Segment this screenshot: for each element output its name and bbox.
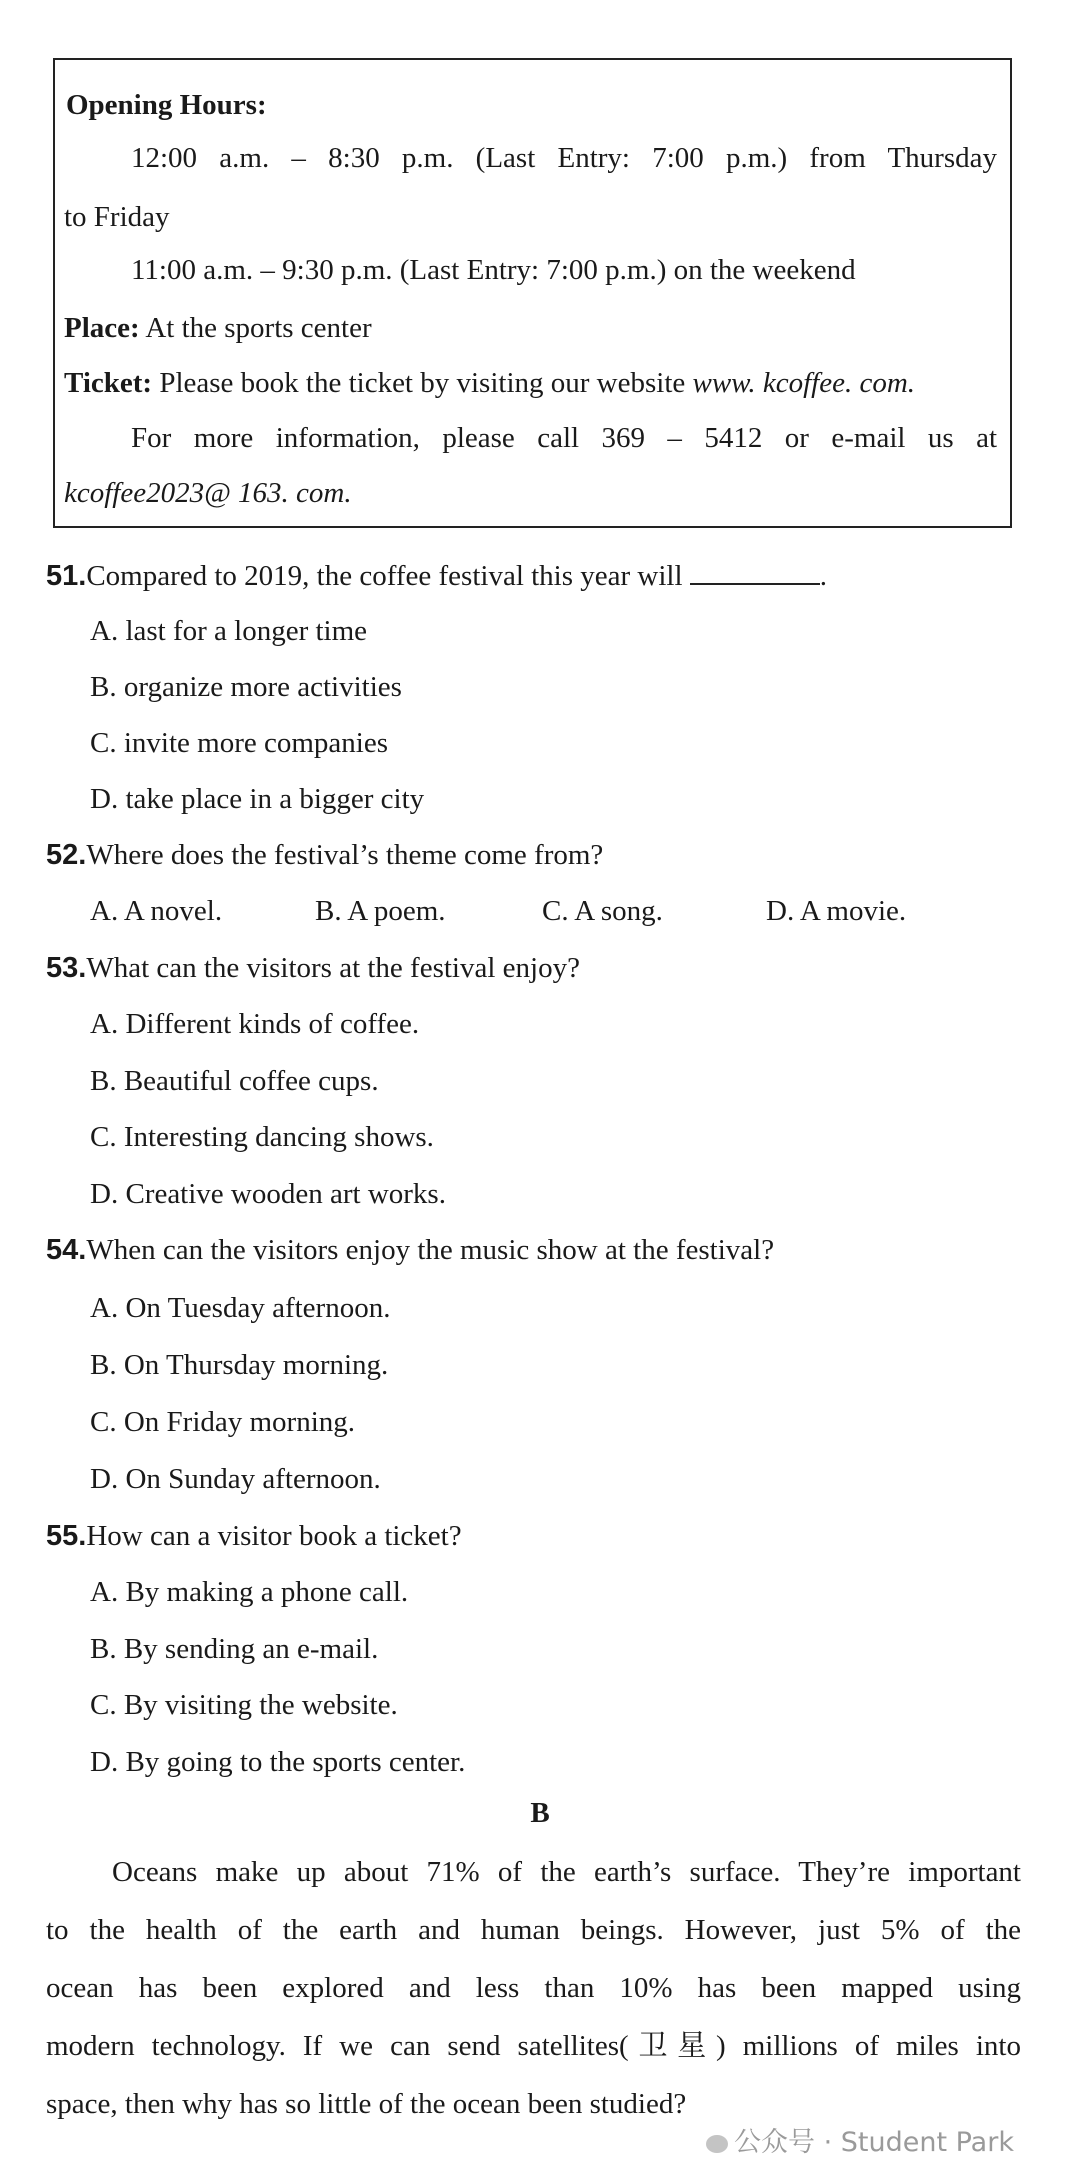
passage-line: space, then why has so little of the ocean been studied? xyxy=(46,2088,687,2120)
option-55-d: D. By going to the sports center. xyxy=(90,1746,466,1778)
option-51-c: C. invite more companies xyxy=(90,727,388,759)
question-number: 52. xyxy=(46,839,87,871)
passage-line: modern technology. If we can send satellites(卫星) millions of miles into xyxy=(46,2030,1021,2062)
option-51-a: A. last for a longer time xyxy=(90,615,368,647)
watermark-text: 公众号 · Student Park xyxy=(734,2127,1014,2158)
passage-line: Oceans make up about 71% of the earth’s surface. They’re important xyxy=(112,1856,1021,1888)
ticket-label: Ticket: xyxy=(64,367,153,399)
question-number: 51. xyxy=(46,560,87,592)
opening-hours-line1-cont: to Friday xyxy=(64,201,170,233)
watermark xyxy=(706,2120,1014,2159)
question-55 xyxy=(46,1519,462,1553)
opening-hours-line1: 12:00 a.m. – 8:30 p.m. (Last Entry: 7:00 p.m.) from Thursday xyxy=(131,142,997,174)
question-stem: How can a visitor book a ticket? xyxy=(86,1520,462,1552)
option-54-a: A. On Tuesday afternoon. xyxy=(90,1292,391,1324)
option-52-d: D. A movie. xyxy=(766,895,907,927)
option-55-c: C. By visiting the website. xyxy=(90,1689,398,1721)
info-box xyxy=(53,58,1012,528)
website-link[interactable]: www. kcoffee. com. xyxy=(692,367,916,399)
option-51-d: D. take place in a bigger city xyxy=(90,783,425,815)
place-row xyxy=(64,311,372,345)
option-53-d: D. Creative wooden art works. xyxy=(90,1178,446,1210)
answer-blank xyxy=(690,559,820,585)
question-53 xyxy=(46,951,580,985)
email-address[interactable]: kcoffee2023@ 163. com. xyxy=(64,477,352,509)
more-info-text: For more information, please call 369 – 5412 or e-mail us at xyxy=(131,422,997,454)
question-stem: Where does the festival’s theme come from? xyxy=(86,839,604,871)
ticket-text: Please book the ticket by visiting our website xyxy=(159,367,686,399)
wechat-icon xyxy=(706,2135,728,2153)
ticket-row xyxy=(64,366,915,400)
passage-line: to the health of the earth and human beings. However, just 5% of the xyxy=(46,1914,1021,1946)
option-52-a: A. A novel. xyxy=(90,895,223,927)
option-55-a: A. By making a phone call. xyxy=(90,1576,409,1608)
option-54-b: B. On Thursday morning. xyxy=(90,1349,389,1381)
option-51-b: B. organize more activities xyxy=(90,671,402,703)
option-54-c: C. On Friday morning. xyxy=(90,1406,356,1438)
section-b-heading: B xyxy=(530,1797,550,1829)
passage-line: ocean has been explored and less than 10% has been mapped using xyxy=(46,1972,1021,2004)
question-stem: When can the visitors enjoy the music show at the festival? xyxy=(86,1234,775,1266)
question-stem: What can the visitors at the festival enjoy? xyxy=(86,952,580,984)
question-54 xyxy=(46,1233,774,1267)
option-52-c: C. A song. xyxy=(542,895,663,927)
option-53-a: A. Different kinds of coffee. xyxy=(90,1008,420,1040)
question-52 xyxy=(46,838,603,872)
question-stem: Compared to 2019, the coffee festival this year will xyxy=(86,560,683,592)
option-53-b: B. Beautiful coffee cups. xyxy=(90,1065,379,1097)
question-number: 54. xyxy=(46,1234,87,1266)
question-number: 55. xyxy=(46,1520,87,1552)
place-label: Place: xyxy=(64,312,140,344)
opening-hours-label: Opening Hours: xyxy=(66,89,267,121)
question-number: 53. xyxy=(46,952,87,984)
option-53-c: C. Interesting dancing shows. xyxy=(90,1121,434,1153)
question-51 xyxy=(46,559,827,593)
option-55-b: B. By sending an e-mail. xyxy=(90,1633,379,1665)
place-value: At the sports center xyxy=(145,312,372,344)
opening-hours-line2: 11:00 a.m. – 9:30 p.m. (Last Entry: 7:00 p.m.) on the weekend xyxy=(131,254,856,286)
stem-end: . xyxy=(819,560,828,592)
option-52-b: B. A poem. xyxy=(315,895,446,927)
option-54-d: D. On Sunday afternoon. xyxy=(90,1463,381,1495)
